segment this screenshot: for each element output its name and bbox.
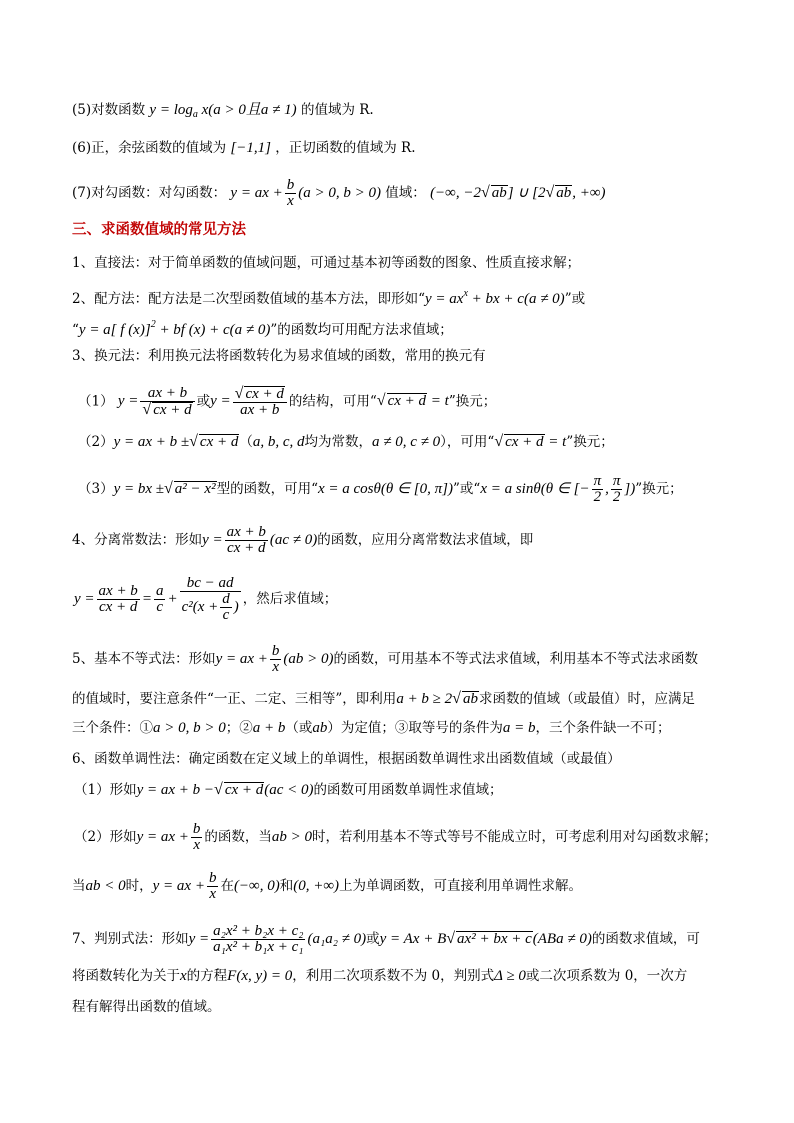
method-6-1: （1）形如y = ax + b −√ cx + d(ac < 0)的函数可用函数单调性求值域；: [74, 781, 503, 798]
line-hook-function: [72, 178, 606, 209]
method-3: 3、换元法：利用换元法将函数转化为易求值域的函数，常用的换元有: [72, 348, 486, 364]
method-2: 2、配方法：配方法是二次型函数值域的基本方法，即形如“$y = ax^x$ + bx + c(a ≠ 0)”或: [72, 288, 586, 307]
math-hook: y = ax + $\frac{b}{x}$ (a > 0, b > 0): [230, 177, 381, 209]
line-trig-range: [72, 138, 416, 158]
sub-1: （1） y = $\frac{ax + b}{√ cx + d}$ 或y = $\frac{√ cx + d}{ax + b}$ 的结构，可用“√ cx + d = t”换元；: [78, 385, 497, 418]
line-log-function: [72, 100, 374, 125]
text: 的值域为 R.: [300, 102, 374, 118]
method-5: 5、基本不等式法：形如y = ax + $\frac{b}{x}$ (ab > 0)的函数，可用基本不等式法求值域，利用基本不等式法求函数: [72, 643, 699, 675]
method-5-conditions: 三个条件：①a > 0, b > 0；②a + b（或ab）为定值；③取等号的条件为a = b，三个条件缺一不可；: [72, 720, 671, 736]
math-quadratic-f: y = a[ f (x)]$^2$ + bf (x) + c(a ≠ 0): [78, 319, 271, 338]
math-sub1: y = $\frac{ax + b}{√ cx + d}$: [118, 393, 197, 409]
method-6-2: （2）形如y = ax + $\frac{b}{x}$ 的函数，当ab > 0时，若利用基本不等式等号不能成立时，可考虑利用对勾函数求解；: [74, 821, 718, 853]
method-4: 4、分离常数法：形如y = $\frac{ax + b}{cx + d}$ (ac ≠ 0)的函数，应用分离常数法求值域，即: [72, 524, 534, 556]
method-7-cont: 将函数转化为关于x的方程F(x, y) = 0，利用二次项系数不为 0，判别式Δ ≥ 0或二次项系数为 0，一次方: [72, 968, 688, 984]
method-2-cont: “y = a[ f (x)]$^2$ + bf (x) + c(a ≠ 0)”的函数均可用配方法求值域；: [72, 319, 453, 338]
text: (6)正，余弦函数的值域为: [72, 140, 227, 156]
text: (5)对数函数: [72, 102, 146, 118]
text: (7)对勾函数：对勾函数：: [72, 184, 227, 201]
section-heading: 三、求函数值域的常见方法: [72, 222, 246, 238]
sub-3: （3）y = bx ±√ a² − x²型的函数，可用“x = a cosθ(θ ∈ [0, π])”或“x = a sinθ(θ ∈ [− $\frac{\pi}{2}$ , $\frac{\pi}{2}$ ])”换元；: [78, 473, 683, 505]
method-4-formula: y = $\frac{ax + b}{cx + d}$ = $\frac{a}{c}$ + bc − ad c²(x + $\frac{d}{c}$ ) ，然后求值域；: [74, 575, 338, 623]
method-1: 1、直接法：对于简单函数的值域问题，可通过基本初等函数的图象、性质直接求解；: [72, 255, 581, 271]
sub-2: （2）y = ax + b ±√ cx + d（a, b, c, d均为常数，a ≠ 0, c ≠ 0），可用“√ cx + d = t”换元；: [78, 433, 614, 450]
method-6-3: 当ab < 0时，y = ax + $\frac{b}{x}$ 在(−∞, 0)和(0, +∞)上为单调函数，可直接利用单调性求解。: [72, 870, 583, 902]
math-hook-range: (−∞, −2√ ab] ∪ [2√ ab, +∞): [430, 183, 606, 201]
text: ，正切函数的值域为 R.: [275, 140, 416, 156]
math-interval: [−1,1]: [230, 140, 271, 156]
math-quadratic: $y = ax^x$ + bx + c(a ≠ 0): [425, 288, 565, 307]
method-5-cont: 的值域时，要注意条件“一正、二定、三相等”，即利用a + b ≥ 2√ ab求函数的值域（或最值）时，应满足: [72, 690, 695, 707]
method-7: 7、判别式法：形如y = $\frac{\text{a₂x² + b₂x + c₂}}{\text{a₁x² + b₁x + c₁}}$ (a₁a₂ ≠ 0)或y = Ax + B√ ax² + bx + c(ABa ≠ 0)的函数求值域，可: [72, 923, 700, 955]
method-6: 6、函数单调性法：确定函数在定义域上的单调性，根据函数单调性求出函数值域（或最值）: [72, 751, 621, 767]
method-7-end: 程有解得出函数的值域。: [72, 999, 221, 1015]
math-log: $y = \log_a x(a > 0$且a ≠ 1): [149, 102, 297, 120]
text: 值域：: [385, 184, 426, 201]
